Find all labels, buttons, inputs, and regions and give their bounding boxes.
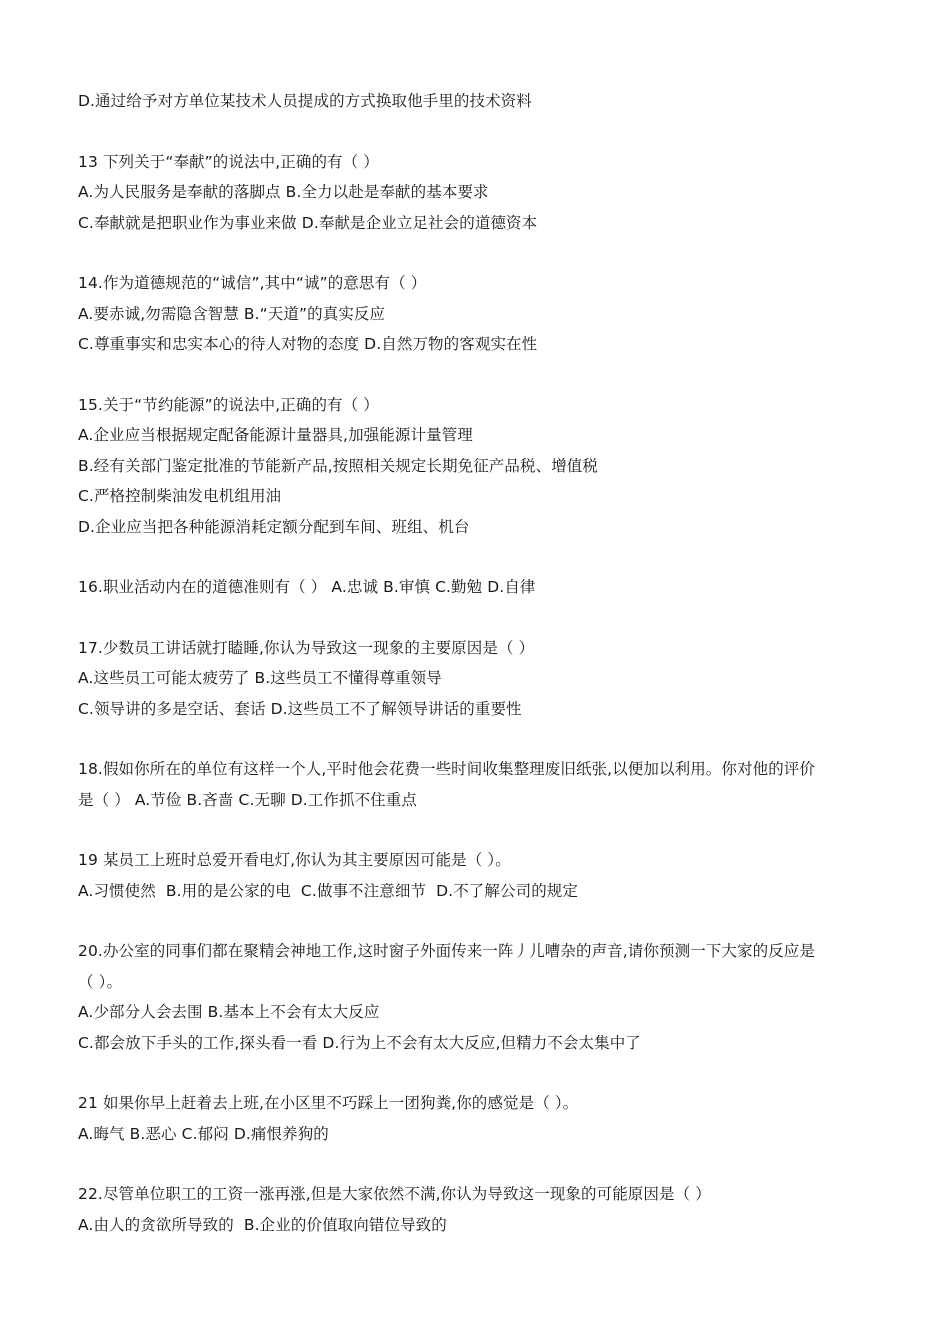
option-line: A.为人民服务是奉献的落脚点 B.全力以赴是奉献的基本要求	[78, 183, 489, 201]
question-stem: 14.作为道德规范的“诚信”,其中“诚”的意思有（ ）	[78, 274, 427, 292]
question-stem-continued: 是（ ） A.节俭 B.吝啬 C.无聊 D.工作抓不住重点	[78, 790, 417, 809]
question-stem: 18.假如你所在的单位有这样一个人,平时他会花费一些时间收集整理废旧纸张,以便加以利用。你对他的评价	[78, 760, 816, 778]
option-line: D.通过给予对方单位某技术人员提成的方式换取他手里的技术资料	[78, 92, 532, 110]
question-stem: 19 某员工上班时总爱开看电灯,你认为其主要原因可能是（ ）。	[78, 851, 511, 869]
question-14	[78, 268, 878, 360]
option-line: A.这些员工可能太疲劳了 B.这些员工不懂得尊重领导	[78, 669, 442, 687]
question-13	[78, 147, 878, 239]
question-list	[78, 86, 878, 1270]
question-20	[78, 936, 878, 1058]
question-21	[78, 1088, 878, 1149]
question-stem: 13 下列关于“奉献”的说法中,正确的有（ ）	[78, 152, 379, 171]
question-stem: 20.办公室的同事们都在聚精会神地工作,这时窗子外面传来一阵丿儿嘈杂的声音,请你预测一下大家的反应是	[78, 942, 816, 960]
option-line: A.习惯使然 B.用的是公家的电 C.做事不注意细节 D.不了解公司的规定	[78, 881, 578, 900]
option-line: C.领导讲的多是空话、套话 D.这些员工不了解领导讲话的重要性	[78, 699, 522, 718]
question-19	[78, 845, 878, 906]
option-line: C.严格控制柴油发电机组用油	[78, 487, 282, 505]
question-stem: 15.关于“节约能源”的说法中,正确的有（ ）	[78, 395, 379, 414]
option-line: C.尊重事实和忠实本心的待人对物的态度 D.自然万物的客观实在性	[78, 335, 538, 353]
option-line: A.少部分人会去围 B.基本上不会有太大反应	[78, 1003, 380, 1021]
question-15	[78, 390, 878, 543]
option-line: A.由人的贪欲所导致的 B.企业的价值取向错位导致的	[78, 1215, 447, 1234]
question-22	[78, 1179, 878, 1240]
question-17	[78, 633, 878, 725]
option-line: C.奉献就是把职业作为事业来做 D.奉献是企业立足社会的道德资本	[78, 213, 538, 232]
question-stem: 21 如果你早上赶着去上班,在小区里不巧踩上一团狗粪,你的感觉是（ ）。	[78, 1094, 579, 1112]
question-stem: 16.职业活动内在的道德准则有（ ） A.忠诚 B.审慎 C.勤勉 D.自律	[78, 578, 536, 596]
question-12-tail	[78, 86, 878, 117]
question-18	[78, 754, 878, 815]
option-line: C.都会放下手头的工作,探头看一看 D.行为上不会有太大反应,但精力不会太集中了	[78, 1033, 641, 1052]
option-line: B.经有关部门鉴定批准的节能新产品,按照相关规定长期免征产品税、增值税	[78, 456, 598, 475]
question-stem-continued: （ ）。	[78, 972, 123, 991]
option-line: A.要赤诚,勿需隐含智慧 B.“天道”的真实反应	[78, 304, 386, 323]
option-line: D.企业应当把各种能源消耗定额分配到车间、班组、机台	[78, 517, 470, 536]
option-line: A.晦气 B.恶心 C.郁闷 D.痛恨养狗的	[78, 1124, 329, 1143]
question-stem: 22.尽管单位职工的工资一涨再涨,但是大家依然不满,你认为导致这一现象的可能原因是（ ）	[78, 1185, 711, 1203]
question-16	[78, 572, 878, 603]
option-line: A.企业应当根据规定配备能源计量器具,加强能源计量管理	[78, 426, 473, 444]
question-stem: 17.少数员工讲话就打瞌睡,你认为导致这一现象的主要原因是（ ）	[78, 638, 535, 657]
